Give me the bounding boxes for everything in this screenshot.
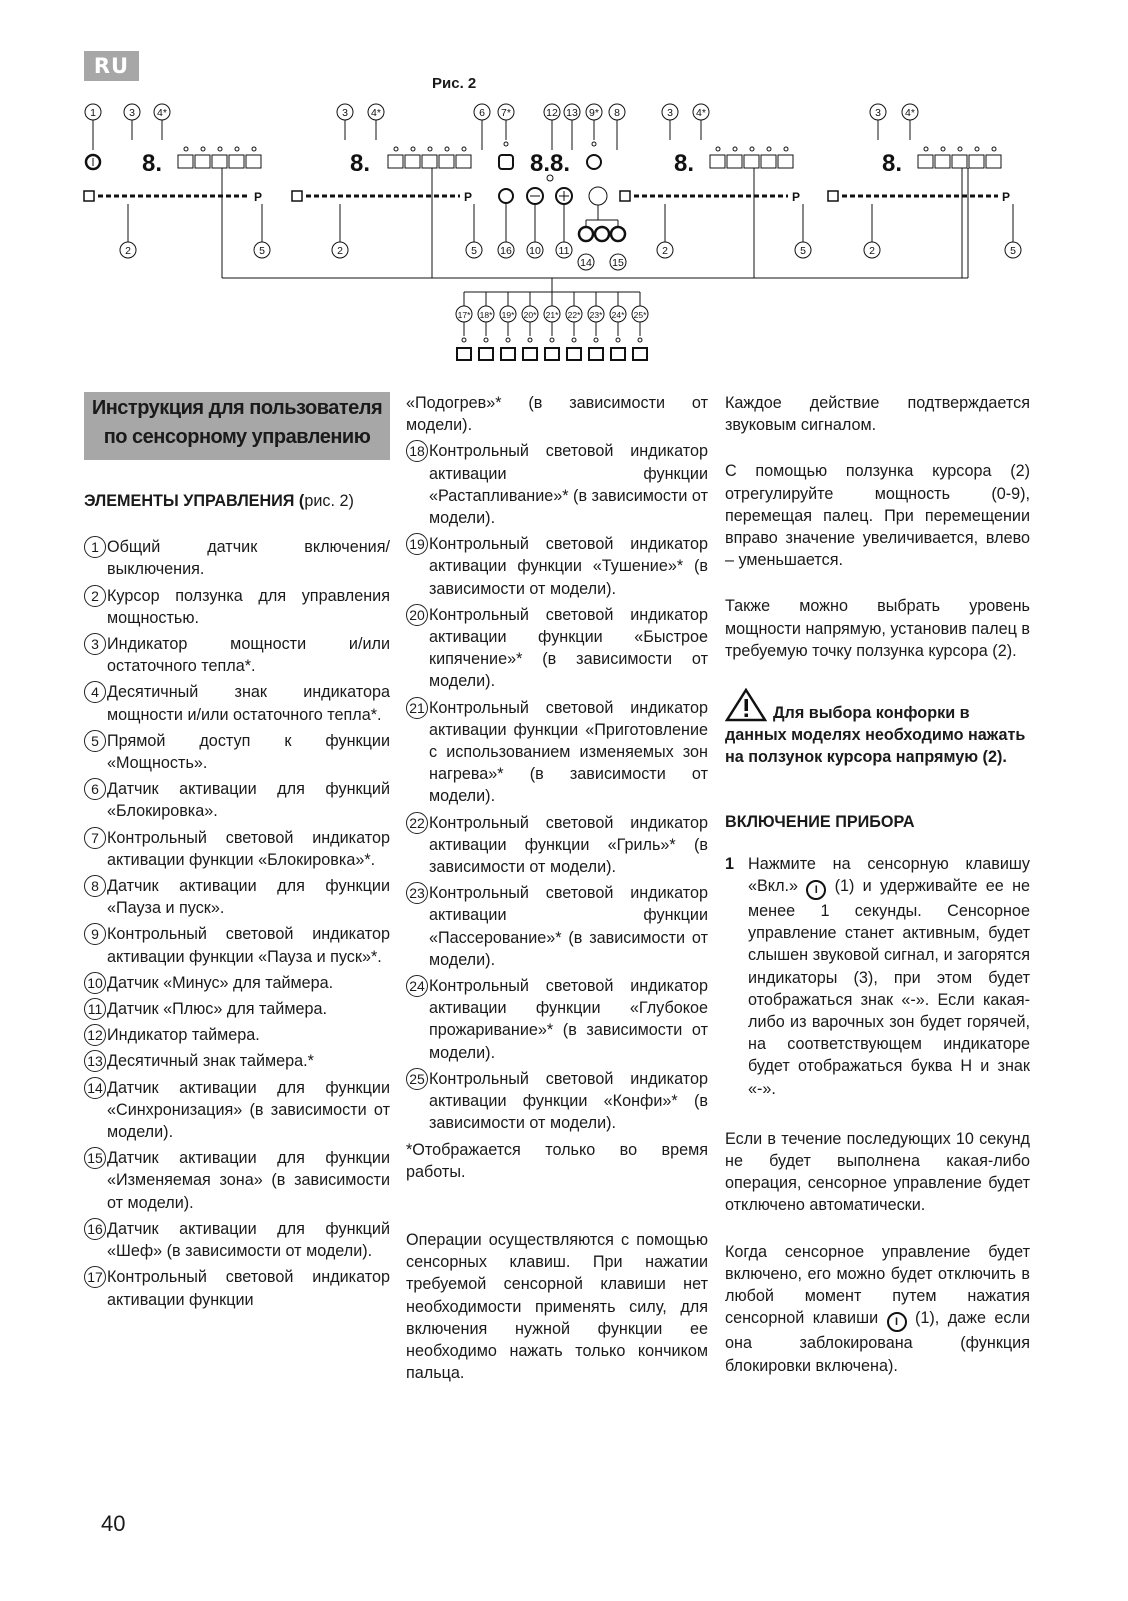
function-square bbox=[778, 155, 793, 168]
indicator-dot bbox=[958, 147, 962, 151]
function-square bbox=[935, 155, 950, 168]
auto-off-paragraph: Если в течение последующих 10 секунд не будет выполнена какая-либо операция, сенсорное управление будет отключено автоматически. bbox=[725, 1129, 1030, 1215]
function-led bbox=[616, 338, 620, 342]
callout-label: 3 bbox=[342, 107, 348, 119]
slider-end-label: P bbox=[463, 190, 473, 204]
indicator-dot bbox=[750, 147, 754, 151]
item-number: 24 bbox=[406, 975, 428, 997]
function-icon bbox=[567, 348, 581, 360]
callout-label: 7* bbox=[501, 107, 511, 119]
callout-label: 8 bbox=[614, 107, 620, 119]
callout-label: 24* bbox=[611, 310, 625, 320]
indicator-dot bbox=[767, 147, 771, 151]
indicator-dot bbox=[716, 147, 720, 151]
indicator-dot bbox=[784, 147, 788, 151]
lock-icon bbox=[499, 155, 513, 169]
list-item: 7 Контрольный световой индикатор активации функции «Блокировка»*. bbox=[84, 827, 390, 871]
display-digit: 8. bbox=[881, 150, 903, 177]
function-square bbox=[178, 155, 193, 168]
function-square bbox=[229, 155, 244, 168]
callout-label: 4* bbox=[696, 107, 706, 119]
list-item: 9 Контрольный световой индикатор активации функции «Пауза и пуск»*. bbox=[84, 923, 390, 967]
callout-label: 18* bbox=[479, 310, 493, 320]
callout-label: 10 bbox=[529, 245, 541, 257]
list-item: «Подогрев»* (в зависимости от модели). bbox=[406, 394, 708, 435]
lock-led bbox=[504, 142, 508, 146]
function-icon bbox=[457, 348, 471, 360]
item-number: 19 bbox=[406, 533, 428, 555]
warning-note: Для выбора конфорки в данных моделях необходимо нажать на ползунок курсора напрямую (2). bbox=[725, 688, 1030, 769]
callout-label: 19* bbox=[501, 310, 515, 320]
item-number: 6 bbox=[84, 778, 106, 800]
indicator-dot bbox=[462, 147, 466, 151]
callout-label: 2 bbox=[337, 245, 343, 257]
function-square bbox=[422, 155, 437, 168]
callout-label: 11 bbox=[558, 245, 570, 257]
controls-heading: ЭЛЕМЕНТЫ УПРАВЛЕНИЯ (рис. 2) bbox=[84, 492, 354, 510]
callout-label: 17* bbox=[457, 310, 471, 320]
indicator-dot bbox=[235, 147, 239, 151]
callout-label: 5 bbox=[259, 245, 265, 257]
item-number: 16 bbox=[84, 1218, 106, 1240]
footnote: *Отображается только во время работы. bbox=[406, 1140, 708, 1181]
item-number: 10 bbox=[84, 972, 106, 994]
list-item: 15 Датчик активации для функции «Изменяемая зона» (в зависимости от модели). bbox=[84, 1147, 390, 1214]
language-badge: RU bbox=[84, 51, 139, 81]
function-led bbox=[638, 338, 642, 342]
zone-icon bbox=[620, 191, 630, 201]
item-number: 22 bbox=[406, 812, 428, 834]
timer-display: 8.8. bbox=[529, 150, 571, 177]
callout-label: 5 bbox=[1010, 245, 1016, 257]
indicator-dot bbox=[924, 147, 928, 151]
callout-label: 21* bbox=[545, 310, 559, 320]
callout-label: 22* bbox=[567, 310, 581, 320]
callout-label: 5 bbox=[800, 245, 806, 257]
pause-led bbox=[592, 142, 596, 146]
confirm-paragraph: Каждое действие подтверждается звуковым сигналом. bbox=[725, 394, 1030, 435]
list-item: 6 Датчик активации для функций «Блокировка». bbox=[84, 778, 390, 822]
off-paragraph: Когда сенсорное управление будет включено, его можно будет отключить в любой момент путем нажатия сенсорной клавиши I (1), даже если она заблокирована (функция блокировки включена). bbox=[725, 1242, 1031, 1375]
item-number: 20 bbox=[406, 604, 428, 626]
function-square bbox=[456, 155, 471, 168]
function-square bbox=[918, 155, 933, 168]
display-digit: 8. bbox=[349, 150, 371, 177]
function-led bbox=[506, 338, 510, 342]
warning-icon bbox=[725, 688, 767, 722]
pause-icon bbox=[587, 155, 601, 169]
function-square bbox=[212, 155, 227, 168]
function-icon bbox=[633, 348, 647, 360]
list-item: 21 Контрольный световой индикатор активации функции «Приготовление с использованием изменяемых зон нагрева»* (в зависимости от модели). bbox=[406, 697, 708, 808]
function-square bbox=[405, 155, 420, 168]
indicator-dot bbox=[394, 147, 398, 151]
display-digit: 8. bbox=[141, 150, 163, 177]
indicator-dot bbox=[733, 147, 737, 151]
list-item: 10 Датчик «Минус» для таймера. bbox=[84, 972, 390, 994]
power-icon: I bbox=[887, 1312, 907, 1332]
function-icon bbox=[523, 348, 537, 360]
switch-on-heading: ВКЛЮЧЕНИЕ ПРИБОРА bbox=[725, 812, 915, 831]
callout-label: 15 bbox=[612, 257, 624, 269]
function-square bbox=[246, 155, 261, 168]
callout-label: 6 bbox=[479, 107, 485, 119]
item-number: 5 bbox=[84, 730, 106, 752]
indicator-dot bbox=[992, 147, 996, 151]
step-1: 1 Нажмите на сенсорную клавишу «Вкл.» I (1) и удерживайте ее не менее 1 секунды. Сенсорное управление станет активным, будет слышен звуковой сигнал, и загорятся индикаторы (3), при этом будет отображаться знак «-». Если какая-либо из варочных зон будет горячей, на соответствующем индикаторе будет отображаться буква H и знак «-». bbox=[725, 854, 1031, 1098]
list-item: 23 Контрольный световой индикатор активации функции «Пассерование»* (в зависимости от модели). bbox=[406, 882, 708, 971]
item-number: 2 bbox=[84, 585, 106, 607]
function-square bbox=[727, 155, 742, 168]
function-led bbox=[594, 338, 598, 342]
list-item: 13 Десятичный знак таймера.* bbox=[84, 1050, 390, 1072]
sync-icon bbox=[579, 227, 593, 241]
page-number: 40 bbox=[101, 1511, 126, 1536]
list-item: 2 Курсор ползунка для управления мощностью. bbox=[84, 585, 390, 629]
list-item: 22 Контрольный световой индикатор активации функции «Гриль»* (в зависимости от модели). bbox=[406, 812, 708, 879]
function-icon bbox=[589, 348, 603, 360]
list-item: 25 Контрольный световой индикатор активации функции «Конфи»* (в зависимости от модели). bbox=[406, 1068, 708, 1135]
callout-label: 4* bbox=[371, 107, 381, 119]
callout-label: 2 bbox=[869, 245, 875, 257]
callout-label: 14 bbox=[580, 257, 592, 269]
zone-icon bbox=[828, 191, 838, 201]
indicator-dot bbox=[975, 147, 979, 151]
indicator-dot bbox=[201, 147, 205, 151]
callout-label: 20* bbox=[523, 310, 537, 320]
callout-label: 4* bbox=[905, 107, 915, 119]
slider-end-label: P bbox=[253, 190, 263, 204]
indicator-dot bbox=[218, 147, 222, 151]
item-number: 25 bbox=[406, 1068, 428, 1090]
item-number: 9 bbox=[84, 923, 106, 945]
callout-label: 2 bbox=[125, 245, 131, 257]
zone-icon bbox=[292, 191, 302, 201]
function-led bbox=[528, 338, 532, 342]
item-number: 4 bbox=[84, 681, 106, 703]
zone-icon bbox=[84, 191, 94, 201]
item-number: 8 bbox=[84, 875, 106, 897]
list-item: 4 Десятичный знак индикатора мощности и/или остаточного тепла*. bbox=[84, 681, 390, 725]
list-item: 14 Датчик активации для функции «Синхронизация» (в зависимости от модели). bbox=[84, 1077, 390, 1144]
list-item: 16 Датчик активации для функций «Шеф» (в зависимости от модели). bbox=[84, 1218, 390, 1262]
display-digit: 8. bbox=[673, 150, 695, 177]
indicator-dot bbox=[184, 147, 188, 151]
function-square bbox=[952, 155, 967, 168]
indicator-dot bbox=[411, 147, 415, 151]
function-square bbox=[969, 155, 984, 168]
slider-paragraph: С помощью ползунка курсора (2) отрегулируйте мощность (0-9), перемещая палец. При перемещении вправо значение увеличивается, влево – уменьшается. bbox=[725, 462, 1030, 570]
list-item: 5 Прямой доступ к функции «Мощность». bbox=[84, 730, 390, 774]
callout-label: 1 bbox=[90, 107, 96, 119]
item-number: 11 bbox=[84, 998, 106, 1020]
bridge-icon bbox=[611, 227, 625, 241]
list-item: 8 Датчик активации для функции «Пауза и пуск». bbox=[84, 875, 390, 919]
function-led bbox=[572, 338, 576, 342]
item-number: 7 bbox=[84, 827, 106, 849]
callout-label: 5 bbox=[471, 245, 477, 257]
callout-label: 9* bbox=[589, 107, 599, 119]
item-number: 18 bbox=[406, 440, 428, 462]
callout-label: 4* bbox=[157, 107, 167, 119]
function-square bbox=[744, 155, 759, 168]
function-icon bbox=[501, 348, 515, 360]
list-item: 3 Индикатор мощности и/или остаточного тепла*. bbox=[84, 633, 390, 677]
control-panel-diagram bbox=[0, 0, 1128, 370]
function-square bbox=[195, 155, 210, 168]
slider-end-label: P bbox=[791, 190, 801, 204]
operations-paragraph: Операции осуществляются с помощью сенсорных клавиш. При нажатии требуемой сенсорной клавиши нет необходимости применять силу, для включения нужной функции ее необходимо нажать только кончиком пальца. bbox=[406, 1230, 708, 1383]
function-square bbox=[986, 155, 1001, 168]
callout-label: 13 bbox=[566, 107, 578, 119]
power-icon: I bbox=[806, 880, 826, 900]
item-number: 23 bbox=[406, 882, 428, 904]
indicator-dot bbox=[428, 147, 432, 151]
function-led bbox=[550, 338, 554, 342]
empty-sensor-icon bbox=[589, 187, 607, 205]
variable-zone-icon bbox=[595, 227, 609, 241]
column-3 bbox=[725, 392, 1030, 1395]
indicator-dot bbox=[252, 147, 256, 151]
function-square bbox=[388, 155, 403, 168]
list-item: 18 Контрольный световой индикатор активации функции «Растапливание»* (в зависимости от модели). bbox=[406, 440, 708, 529]
list-item: 12 Индикатор таймера. bbox=[84, 1024, 390, 1046]
list-item: 24 Контрольный световой индикатор активации функции «Глубокое прожаривание»* (в зависимости от модели). bbox=[406, 975, 708, 1064]
callout-label: 3 bbox=[667, 107, 673, 119]
slider-end-label: P bbox=[1001, 190, 1011, 204]
item-number: 21 bbox=[406, 697, 428, 719]
indicator-dot bbox=[941, 147, 945, 151]
function-square bbox=[710, 155, 725, 168]
section-title-box: Инструкция для пользователя по сенсорному управлению bbox=[84, 392, 390, 460]
list-item: 11 Датчик «Плюс» для таймера. bbox=[84, 998, 390, 1020]
item-number: 12 bbox=[84, 1024, 106, 1046]
callout-label: 12 bbox=[546, 107, 558, 119]
chef-icon bbox=[499, 189, 513, 203]
item-number: 13 bbox=[84, 1050, 106, 1072]
item-number: 17 bbox=[84, 1266, 106, 1288]
item-number: 3 bbox=[84, 633, 106, 655]
direct-paragraph: Также можно выбрать уровень мощности напрямую, установив палец в требуемую точку ползунка курсора (2). bbox=[725, 597, 1030, 660]
item-number: 1 bbox=[84, 536, 106, 558]
callout-label: 23* bbox=[589, 310, 603, 320]
list-item: 19 Контрольный световой индикатор активации функции «Тушение»* (в зависимости от модели). bbox=[406, 533, 708, 600]
list-item: 17 Контрольный световой индикатор активации функции bbox=[84, 1266, 390, 1310]
function-icon bbox=[545, 348, 559, 360]
callout-label: 16 bbox=[500, 245, 512, 257]
column-2 bbox=[406, 392, 708, 1402]
callout-label: 3 bbox=[129, 107, 135, 119]
function-led bbox=[462, 338, 466, 342]
function-icon bbox=[479, 348, 493, 360]
list-item: 20 Контрольный световой индикатор активации функции «Быстрое кипячение»* (в зависимости от модели). bbox=[406, 604, 708, 693]
function-led bbox=[484, 338, 488, 342]
function-square bbox=[761, 155, 776, 168]
list-item: 1 Общий датчик включения/выключения. bbox=[84, 536, 390, 580]
function-square bbox=[439, 155, 454, 168]
item-number: 15 bbox=[84, 1147, 106, 1169]
function-icon bbox=[611, 348, 625, 360]
callout-label: 2 bbox=[662, 245, 668, 257]
column-1 bbox=[84, 392, 390, 1315]
callout-label: 3 bbox=[875, 107, 881, 119]
indicator-dot bbox=[445, 147, 449, 151]
callout-label: 25* bbox=[633, 310, 647, 320]
item-number: 14 bbox=[84, 1077, 106, 1099]
figure-caption: Рис. 2 bbox=[432, 75, 477, 92]
